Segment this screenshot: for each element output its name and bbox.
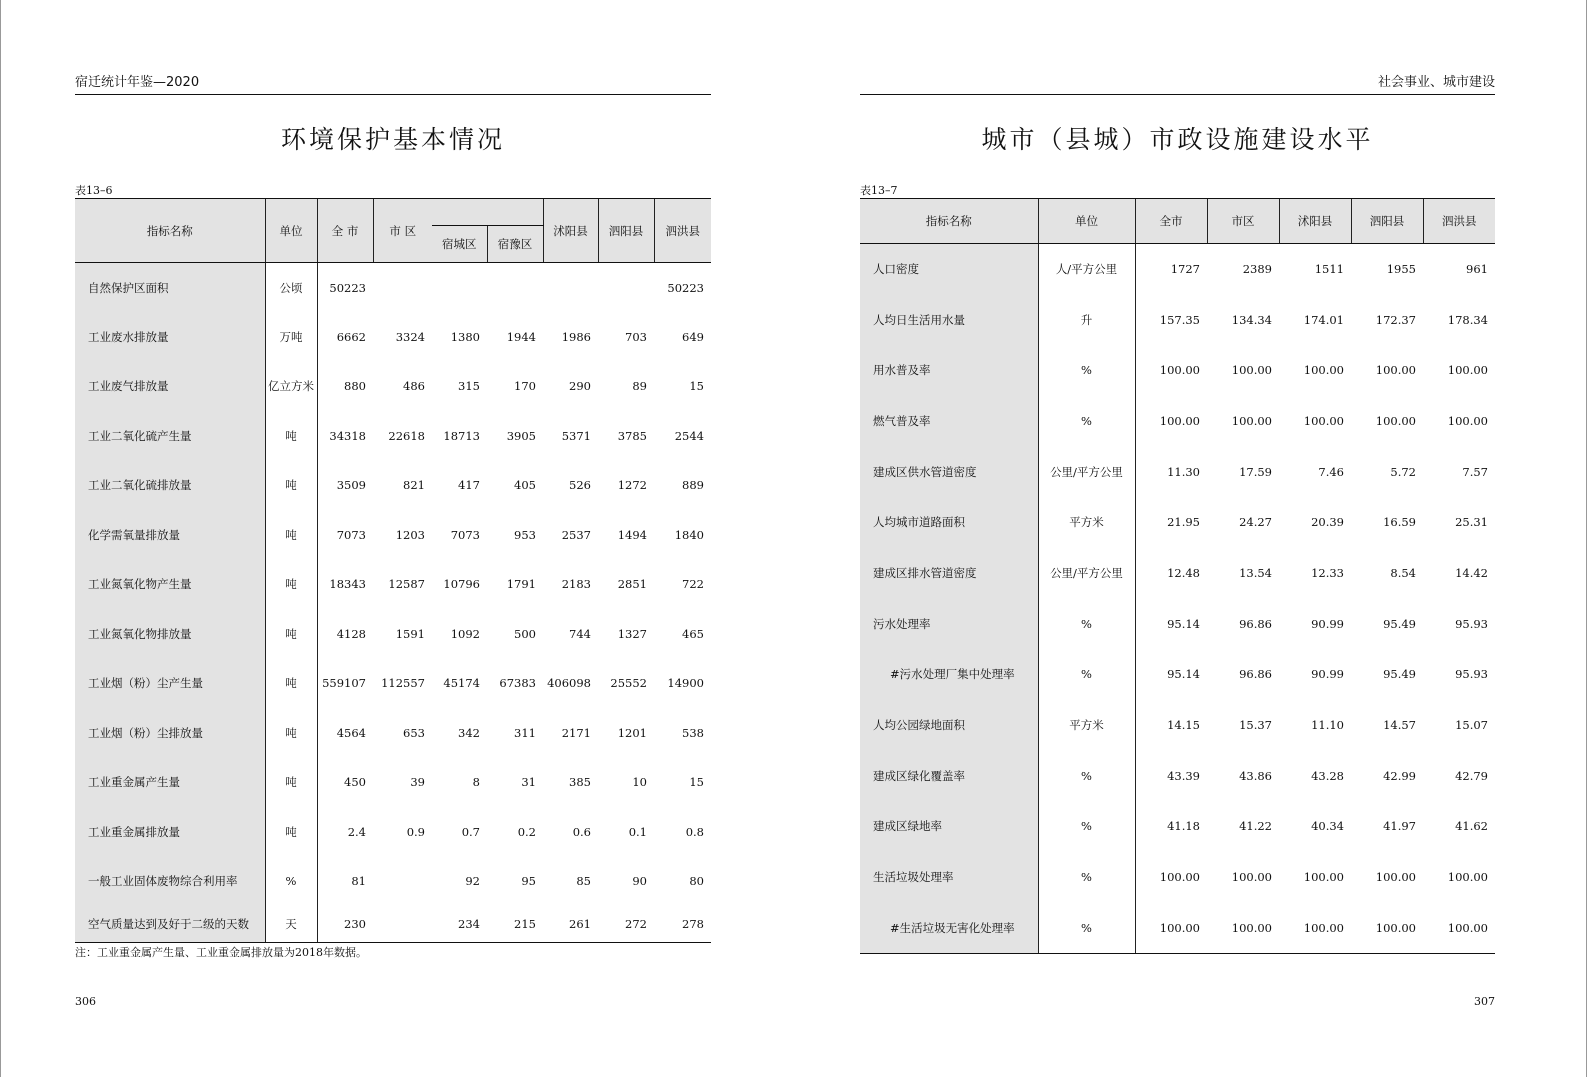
value-cell: 100.00 <box>1279 902 1351 953</box>
value-cell: 3905 <box>506 428 536 443</box>
header-shuyang: 沭阳县 <box>1279 199 1351 244</box>
table-row <box>860 548 1495 599</box>
value-cell: 100.00 <box>1447 870 1488 885</box>
row-unit: 吨 <box>265 560 317 610</box>
value-cell: 6662 <box>336 329 366 344</box>
value-cell: 14.42 <box>1455 565 1488 580</box>
table-row <box>75 807 711 857</box>
value-cell: 22618 <box>388 428 425 443</box>
value-cell: 7073 <box>336 527 366 542</box>
value-cell: 80 <box>689 874 704 889</box>
value-cell: 15 <box>689 379 704 394</box>
value-cell: 405 <box>514 478 536 493</box>
value-cell: 92 <box>465 874 480 889</box>
row-label: 建成区绿化覆盖率 <box>860 750 1038 801</box>
value-cell: 234 <box>432 906 487 942</box>
value-cell <box>373 906 432 942</box>
value-cell: 43.28 <box>1311 768 1344 783</box>
value-cell: 2537 <box>561 527 591 542</box>
row-unit: 吨 <box>265 807 317 857</box>
row-unit: % <box>1038 649 1135 700</box>
value-cell: 100.00 <box>1159 870 1200 885</box>
value-cell: 0.8 <box>685 824 704 839</box>
value-cell: 385 <box>569 775 591 790</box>
value-cell: 100.00 <box>1231 870 1272 885</box>
row-label: 工业废气排放量 <box>75 362 265 412</box>
value-cell: 0.2 <box>517 824 536 839</box>
value-cell: 1380 <box>450 329 480 344</box>
value-cell: 12.48 <box>1167 565 1200 580</box>
table-row <box>75 560 711 610</box>
value-cell: 50223 <box>329 280 366 295</box>
row-unit: % <box>1038 598 1135 649</box>
value-cell: 8 <box>472 775 480 790</box>
row-label: 污水处理率 <box>860 598 1038 649</box>
value-cell: 2544 <box>674 428 704 443</box>
header-shuyang: 沭阳县 <box>543 199 598 263</box>
value-cell: 17.59 <box>1239 464 1272 479</box>
value-cell: 40.34 <box>1311 819 1344 834</box>
value-cell: 953 <box>514 527 536 542</box>
value-cell: 0.7 <box>461 824 480 839</box>
value-cell: 649 <box>682 329 704 344</box>
row-label: 建成区供水管道密度 <box>860 446 1038 497</box>
value-cell <box>598 263 654 313</box>
row-label: 工业二氧化硫排放量 <box>75 461 265 511</box>
table-row <box>860 700 1495 751</box>
value-cell: 1944 <box>506 329 536 344</box>
row-label: 人均日生活用水量 <box>860 294 1038 345</box>
row-label: 人均公园绿地面积 <box>860 700 1038 751</box>
value-cell: 100.00 <box>1375 870 1416 885</box>
row-label: 建成区绿地率 <box>860 801 1038 852</box>
row-label: 工业烟（粉）尘产生量 <box>75 659 265 709</box>
value-cell <box>373 857 432 907</box>
value-cell: 25552 <box>610 676 647 691</box>
header-all-city: 全 市 <box>317 199 373 263</box>
environment-table-body <box>75 263 711 943</box>
value-cell: 100.00 <box>1231 363 1272 378</box>
row-label: 人均城市道路面积 <box>860 497 1038 548</box>
table-row <box>75 758 711 808</box>
row-unit: 平方米 <box>1038 700 1135 751</box>
value-cell: 406098 <box>547 676 591 691</box>
value-cell: 1203 <box>395 527 425 542</box>
environment-table <box>75 198 711 943</box>
value-cell: 4128 <box>336 626 366 641</box>
row-label: 人口密度 <box>860 244 1038 295</box>
value-cell: 34318 <box>329 428 366 443</box>
page-title-left: 环境保护基本情况 <box>280 125 505 154</box>
value-cell: 4564 <box>336 725 366 740</box>
value-cell: 821 <box>403 478 425 493</box>
value-cell: 10 <box>632 775 647 790</box>
value-cell: 100.00 <box>1303 363 1344 378</box>
value-cell: 0.6 <box>572 824 591 839</box>
header-name: 指标名称 <box>860 199 1038 244</box>
value-cell: 41.97 <box>1383 819 1416 834</box>
header-city-district: 市区 <box>1207 199 1279 244</box>
value-cell: 2183 <box>561 577 591 592</box>
value-cell: 7.57 <box>1462 464 1488 479</box>
value-cell: 1791 <box>506 577 536 592</box>
header-siyang: 泗阳县 <box>598 199 654 263</box>
value-cell: 10796 <box>443 577 480 592</box>
value-cell: 39 <box>410 775 425 790</box>
value-cell: 134.34 <box>1231 312 1272 327</box>
table-row <box>860 345 1495 396</box>
page-number-right: 307 <box>1474 995 1495 1008</box>
value-cell: 538 <box>682 725 704 740</box>
value-cell: 100.00 <box>1303 413 1344 428</box>
value-cell: 0.1 <box>628 824 647 839</box>
value-cell: 11.30 <box>1167 464 1200 479</box>
value-cell: 157.35 <box>1159 312 1200 327</box>
value-cell: 11.10 <box>1311 718 1344 733</box>
row-unit: % <box>1038 345 1135 396</box>
row-label: 工业氮氧化物排放量 <box>75 609 265 659</box>
value-cell: 100.00 <box>1375 413 1416 428</box>
municipal-facilities-table-body <box>860 244 1495 954</box>
running-head-right: 社会事业、城市建设 <box>860 74 1495 95</box>
header-sihong: 泗洪县 <box>1423 199 1495 244</box>
table-row <box>860 446 1495 497</box>
value-cell: 703 <box>625 329 647 344</box>
row-label: 化学需氧量排放量 <box>75 510 265 560</box>
value-cell: 95 <box>521 874 536 889</box>
footnote: 注：工业重金属产生量、工业重金属排放量为2018年数据。 <box>75 946 367 959</box>
value-cell: 3509 <box>336 478 366 493</box>
header-all-city: 全市 <box>1135 199 1207 244</box>
header-suyu: 宿豫区 <box>487 226 543 263</box>
value-cell: 95.93 <box>1455 667 1488 682</box>
value-cell: 342 <box>458 725 480 740</box>
row-label: 建成区排水管道密度 <box>860 548 1038 599</box>
value-cell: 100.00 <box>1159 363 1200 378</box>
value-cell: 96.86 <box>1239 616 1272 631</box>
row-label: 工业重金属产生量 <box>75 758 265 808</box>
value-cell: 95.14 <box>1167 616 1200 631</box>
value-cell <box>487 263 543 313</box>
value-cell: 67383 <box>499 676 536 691</box>
row-label: #污水处理厂集中处理率 <box>860 649 1038 700</box>
row-unit: 升 <box>1038 294 1135 345</box>
row-unit: % <box>265 857 317 907</box>
value-cell: 95.49 <box>1383 667 1416 682</box>
running-head-left: 宿迁统计年鉴—2020 <box>75 74 711 95</box>
value-cell: 2851 <box>617 577 647 592</box>
value-cell: 1955 <box>1386 262 1416 277</box>
value-cell: 45174 <box>443 676 480 691</box>
value-cell <box>373 263 432 313</box>
value-cell: 43.86 <box>1239 768 1272 783</box>
value-cell: 1272 <box>617 478 647 493</box>
value-cell: 170 <box>514 379 536 394</box>
value-cell: 43.39 <box>1167 768 1200 783</box>
value-cell: 172.37 <box>1375 312 1416 327</box>
value-cell: 1591 <box>395 626 425 641</box>
header-sihong: 泗洪县 <box>654 199 711 263</box>
value-cell: 653 <box>403 725 425 740</box>
value-cell: 526 <box>569 478 591 493</box>
table-row <box>860 294 1495 345</box>
value-cell: 16.59 <box>1383 515 1416 530</box>
table-row <box>75 362 711 412</box>
row-label: 生活垃圾处理率 <box>860 852 1038 903</box>
page-title-right: 城市（县城）市政设施建设水平 <box>981 125 1374 154</box>
value-cell: 100.00 <box>1447 363 1488 378</box>
row-label: 一般工业固体废物综合利用率 <box>75 857 265 907</box>
table-row <box>75 510 711 560</box>
value-cell: 1727 <box>1170 262 1200 277</box>
header-sucheng: 宿城区 <box>432 226 487 263</box>
row-unit: 吨 <box>265 461 317 511</box>
table-row <box>860 750 1495 801</box>
value-cell: 41.18 <box>1167 819 1200 834</box>
value-cell: 100.00 <box>1207 902 1279 953</box>
value-cell: 7.46 <box>1318 464 1344 479</box>
value-cell: 311 <box>514 725 536 740</box>
table-number-left: 表13–6 <box>75 184 113 197</box>
value-cell: 174.01 <box>1303 312 1344 327</box>
value-cell: 278 <box>654 906 711 942</box>
row-unit: 吨 <box>265 510 317 560</box>
row-unit: % <box>1038 750 1135 801</box>
page-edge-left <box>0 0 1 1077</box>
value-cell: 8.54 <box>1390 565 1416 580</box>
table-row <box>75 609 711 659</box>
table-row <box>860 598 1495 649</box>
value-cell: 290 <box>569 379 591 394</box>
value-cell: 41.62 <box>1455 819 1488 834</box>
row-unit: % <box>1038 801 1135 852</box>
value-cell: 2389 <box>1242 262 1272 277</box>
value-cell: 7073 <box>450 527 480 542</box>
row-label: 工业氮氧化物产生量 <box>75 560 265 610</box>
row-label: #生活垃圾无害化处理率 <box>860 902 1038 953</box>
value-cell: 14900 <box>667 676 704 691</box>
value-cell: 14.57 <box>1383 718 1416 733</box>
header-unit: 单位 <box>1038 199 1135 244</box>
table-row <box>75 461 711 511</box>
value-cell: 1092 <box>450 626 480 641</box>
value-cell: 18713 <box>443 428 480 443</box>
value-cell: 722 <box>682 577 704 592</box>
value-cell: 880 <box>344 379 366 394</box>
table-row <box>860 801 1495 852</box>
value-cell: 42.79 <box>1455 768 1488 783</box>
row-unit: 人/平方公里 <box>1038 244 1135 295</box>
value-cell: 25.31 <box>1455 515 1488 530</box>
row-unit: 公里/平方公里 <box>1038 548 1135 599</box>
header-name: 指标名称 <box>75 199 265 263</box>
row-unit: 平方米 <box>1038 497 1135 548</box>
table-row <box>860 852 1495 903</box>
table-row <box>860 244 1495 295</box>
value-cell: 100.00 <box>1303 870 1344 885</box>
table-row <box>860 396 1495 447</box>
value-cell: 417 <box>458 478 480 493</box>
row-unit: 吨 <box>265 758 317 808</box>
value-cell: 12.33 <box>1311 565 1344 580</box>
value-cell: 3324 <box>395 329 425 344</box>
value-cell: 100.00 <box>1135 902 1207 953</box>
value-cell: 465 <box>682 626 704 641</box>
header-subdistrict-spacer <box>432 199 543 226</box>
value-cell: 18343 <box>329 577 366 592</box>
value-cell: 15.37 <box>1239 718 1272 733</box>
value-cell: 100.00 <box>1375 363 1416 378</box>
value-cell: 90.99 <box>1311 616 1344 631</box>
row-unit: 万吨 <box>265 312 317 362</box>
value-cell: 500 <box>514 626 536 641</box>
header-siyang: 泗阳县 <box>1351 199 1423 244</box>
value-cell <box>543 263 598 313</box>
value-cell: 2.4 <box>347 824 366 839</box>
value-cell: 1511 <box>1314 262 1344 277</box>
row-unit: 公里/平方公里 <box>1038 446 1135 497</box>
row-label: 燃气普及率 <box>860 396 1038 447</box>
table-row <box>75 312 711 362</box>
value-cell: 1327 <box>617 626 647 641</box>
value-cell: 5371 <box>561 428 591 443</box>
value-cell: 315 <box>458 379 480 394</box>
value-cell: 1986 <box>561 329 591 344</box>
value-cell: 5.72 <box>1390 464 1416 479</box>
value-cell: 112557 <box>381 676 425 691</box>
value-cell: 15.07 <box>1455 718 1488 733</box>
row-label: 工业重金属排放量 <box>75 807 265 857</box>
row-label: 工业废水排放量 <box>75 312 265 362</box>
value-cell: 100.00 <box>1447 413 1488 428</box>
row-label: 空气质量达到及好于二级的天数 <box>75 906 265 942</box>
value-cell: 90 <box>632 874 647 889</box>
value-cell: 50223 <box>667 280 704 295</box>
row-unit: 吨 <box>265 708 317 758</box>
row-unit: % <box>1038 852 1135 903</box>
value-cell: 89 <box>632 379 647 394</box>
value-cell: 41.22 <box>1239 819 1272 834</box>
value-cell: 178.34 <box>1447 312 1488 327</box>
table-row <box>75 263 711 313</box>
value-cell: 20.39 <box>1311 515 1344 530</box>
value-cell: 744 <box>569 626 591 641</box>
row-label: 用水普及率 <box>860 345 1038 396</box>
value-cell: 559107 <box>322 676 366 691</box>
value-cell: 95.49 <box>1383 616 1416 631</box>
value-cell: 261 <box>543 906 598 942</box>
value-cell: 14.15 <box>1167 718 1200 733</box>
value-cell: 3785 <box>617 428 647 443</box>
value-cell: 450 <box>344 775 366 790</box>
value-cell: 1494 <box>617 527 647 542</box>
value-cell: 96.86 <box>1239 667 1272 682</box>
value-cell: 12587 <box>388 577 425 592</box>
value-cell: 31 <box>521 775 536 790</box>
table-row <box>860 497 1495 548</box>
left-page <box>75 0 711 1077</box>
table-row <box>75 411 711 461</box>
value-cell: 95.93 <box>1455 616 1488 631</box>
row-unit: % <box>1038 902 1135 953</box>
row-unit: 吨 <box>265 411 317 461</box>
value-cell: 85 <box>576 874 591 889</box>
header-city-district: 市 区 <box>373 199 432 263</box>
page-number-left: 306 <box>75 995 96 1008</box>
header-unit: 单位 <box>265 199 317 263</box>
table-row <box>860 649 1495 700</box>
row-unit: 公顷 <box>265 263 317 313</box>
value-cell: 961 <box>1466 262 1488 277</box>
value-cell: 21.95 <box>1167 515 1200 530</box>
value-cell: 95.14 <box>1167 667 1200 682</box>
row-label: 工业二氧化硫产生量 <box>75 411 265 461</box>
table-row <box>75 659 711 709</box>
value-cell: 13.54 <box>1239 565 1272 580</box>
value-cell: 889 <box>682 478 704 493</box>
value-cell: 24.27 <box>1239 515 1272 530</box>
row-label: 工业烟（粉）尘排放量 <box>75 708 265 758</box>
row-unit: % <box>1038 396 1135 447</box>
value-cell: 1201 <box>617 725 647 740</box>
value-cell <box>432 263 487 313</box>
value-cell: 1840 <box>674 527 704 542</box>
value-cell: 100.00 <box>1159 413 1200 428</box>
row-label: 自然保护区面积 <box>75 263 265 313</box>
value-cell: 272 <box>598 906 654 942</box>
value-cell: 15 <box>689 775 704 790</box>
value-cell: 486 <box>403 379 425 394</box>
value-cell: 81 <box>351 874 366 889</box>
table-row <box>860 902 1495 953</box>
value-cell: 100.00 <box>1423 902 1495 953</box>
table-number-right: 表13–7 <box>860 184 898 197</box>
value-cell: 215 <box>487 906 543 942</box>
table-row <box>75 906 711 942</box>
value-cell: 230 <box>317 906 373 942</box>
right-page <box>860 0 1495 1077</box>
value-cell: 0.9 <box>406 824 425 839</box>
value-cell: 42.99 <box>1383 768 1416 783</box>
value-cell: 2171 <box>561 725 591 740</box>
table-row <box>75 708 711 758</box>
row-unit: 亿立方米 <box>265 362 317 412</box>
municipal-facilities-table <box>860 198 1495 954</box>
table-row <box>75 857 711 907</box>
row-unit: 吨 <box>265 659 317 709</box>
value-cell: 90.99 <box>1311 667 1344 682</box>
value-cell: 100.00 <box>1231 413 1272 428</box>
value-cell: 100.00 <box>1351 902 1423 953</box>
row-unit: 天 <box>265 906 317 942</box>
row-unit: 吨 <box>265 609 317 659</box>
